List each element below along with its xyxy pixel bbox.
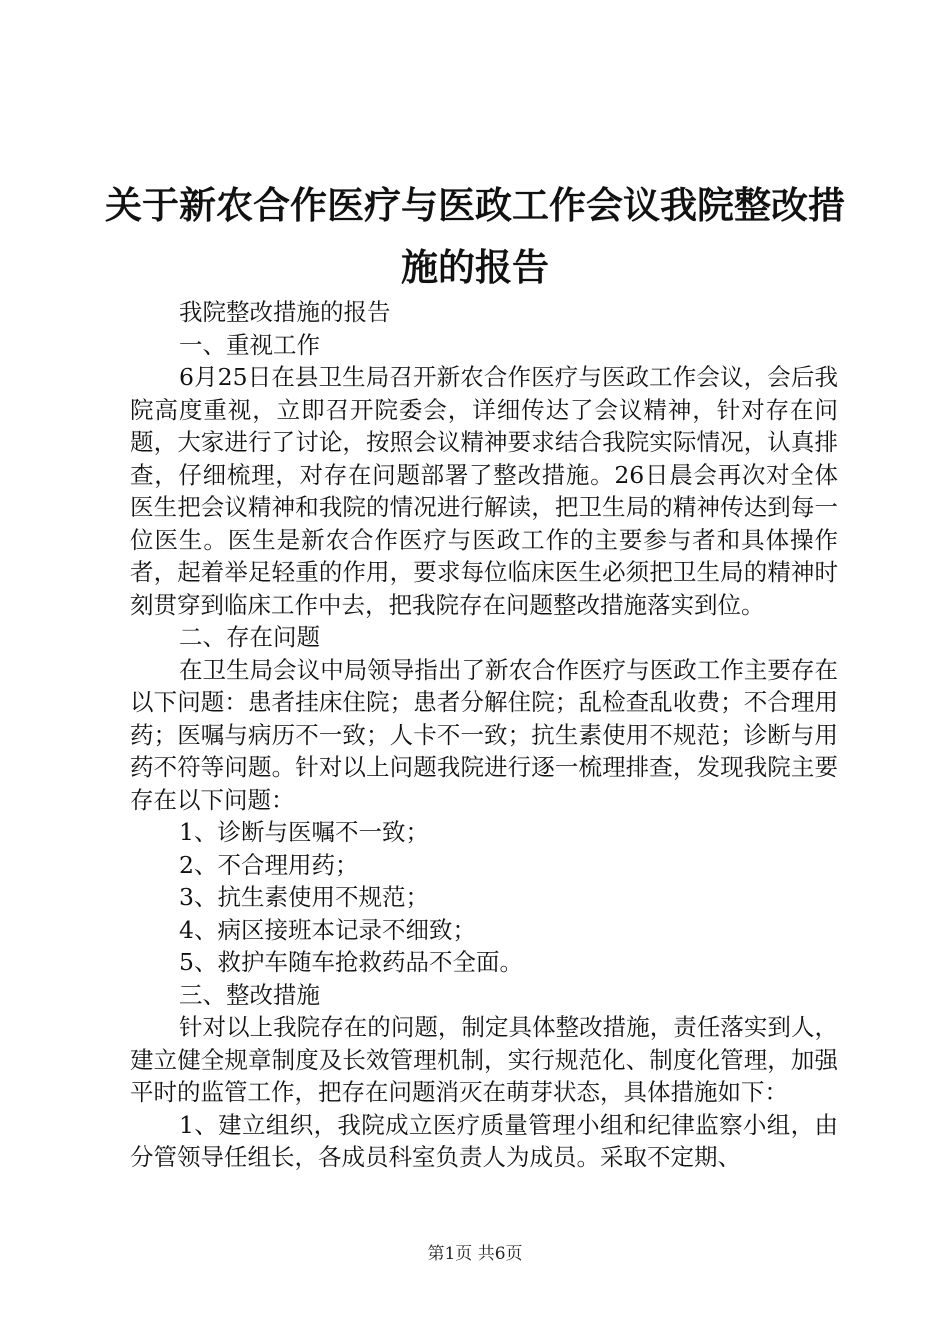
- section-heading-1: 一、重视工作: [179, 330, 320, 359]
- page-footer: 第1页 共6页: [427, 1244, 523, 1264]
- section-heading-3: 三、整改措施: [179, 980, 320, 1009]
- paragraph-section-2: 在卫生局会议中局领导指出了新农合作医疗与医政工作主要存在以下问题：患者挂床住院；患者分解住院；乱检查乱收费；不合理用药；医嘱与病历不一致；人卡不一致；抗生素使用不规范；诊断与用药不符等问题。针对以上问题我院进行逐一梳理排查，发现我院主要存在以下问题：: [130, 655, 838, 814]
- list-item: 5、救护车随车抢救药品不全面。: [179, 948, 523, 976]
- paragraph-report-heading: 我院整改措施的报告: [179, 298, 391, 326]
- document-title-line-2: 施的报告: [401, 246, 549, 289]
- paragraph-section-1: 6月25日在县卫生局召开新农合作医疗与医政工作会议，会后我院高度重视，立即召开院委会，详细传达了会议精神，针对存在问题，大家进行了讨论，按照会议精神要求结合我院实际情况，认真排查，仔细梳理，对存在问题部署了整改措施。26日晨会再次对全体医生把会议精神和我院的情况进行解读，把卫生局的精神传达到每一位医生。医生是新农合作医疗与医政工作的主要参与者和具体操作者，起着举足轻重的作用，要求每位临床医生必须把卫生局的精神时刻贯穿到临床工作中去，把我院存在问题整改措施落实到位。: [130, 363, 838, 619]
- section-heading-2: 二、存在问题: [179, 623, 320, 651]
- list-item: 2、不合理用药；: [179, 850, 359, 879]
- document-title-line-1: 关于新农合作医疗与医政工作会议我院整改措: [105, 184, 845, 227]
- list-item: 3、抗生素使用不规范；: [179, 883, 429, 911]
- list-item: 1、诊断与医嘱不一致；: [179, 818, 429, 846]
- paragraph-measure-1: 1、建立组织，我院成立医疗质量管理小组和纪律监察小组，由分管领导任组长，各成员科室负责人为成员。采取不定期、: [130, 1110, 838, 1171]
- paragraph-section-3: 针对以上我院存在的问题，制定具体整改措施，责任落实到人，建立健全规章制度及长效管理机制，实行规范化、制度化管理，加强平时的监管工作，把存在问题消灭在萌芽状态，具体措施如下：: [130, 1013, 838, 1106]
- list-item: 4、病区接班本记录不细致；: [179, 915, 476, 944]
- document-body: [130, 296, 838, 1174]
